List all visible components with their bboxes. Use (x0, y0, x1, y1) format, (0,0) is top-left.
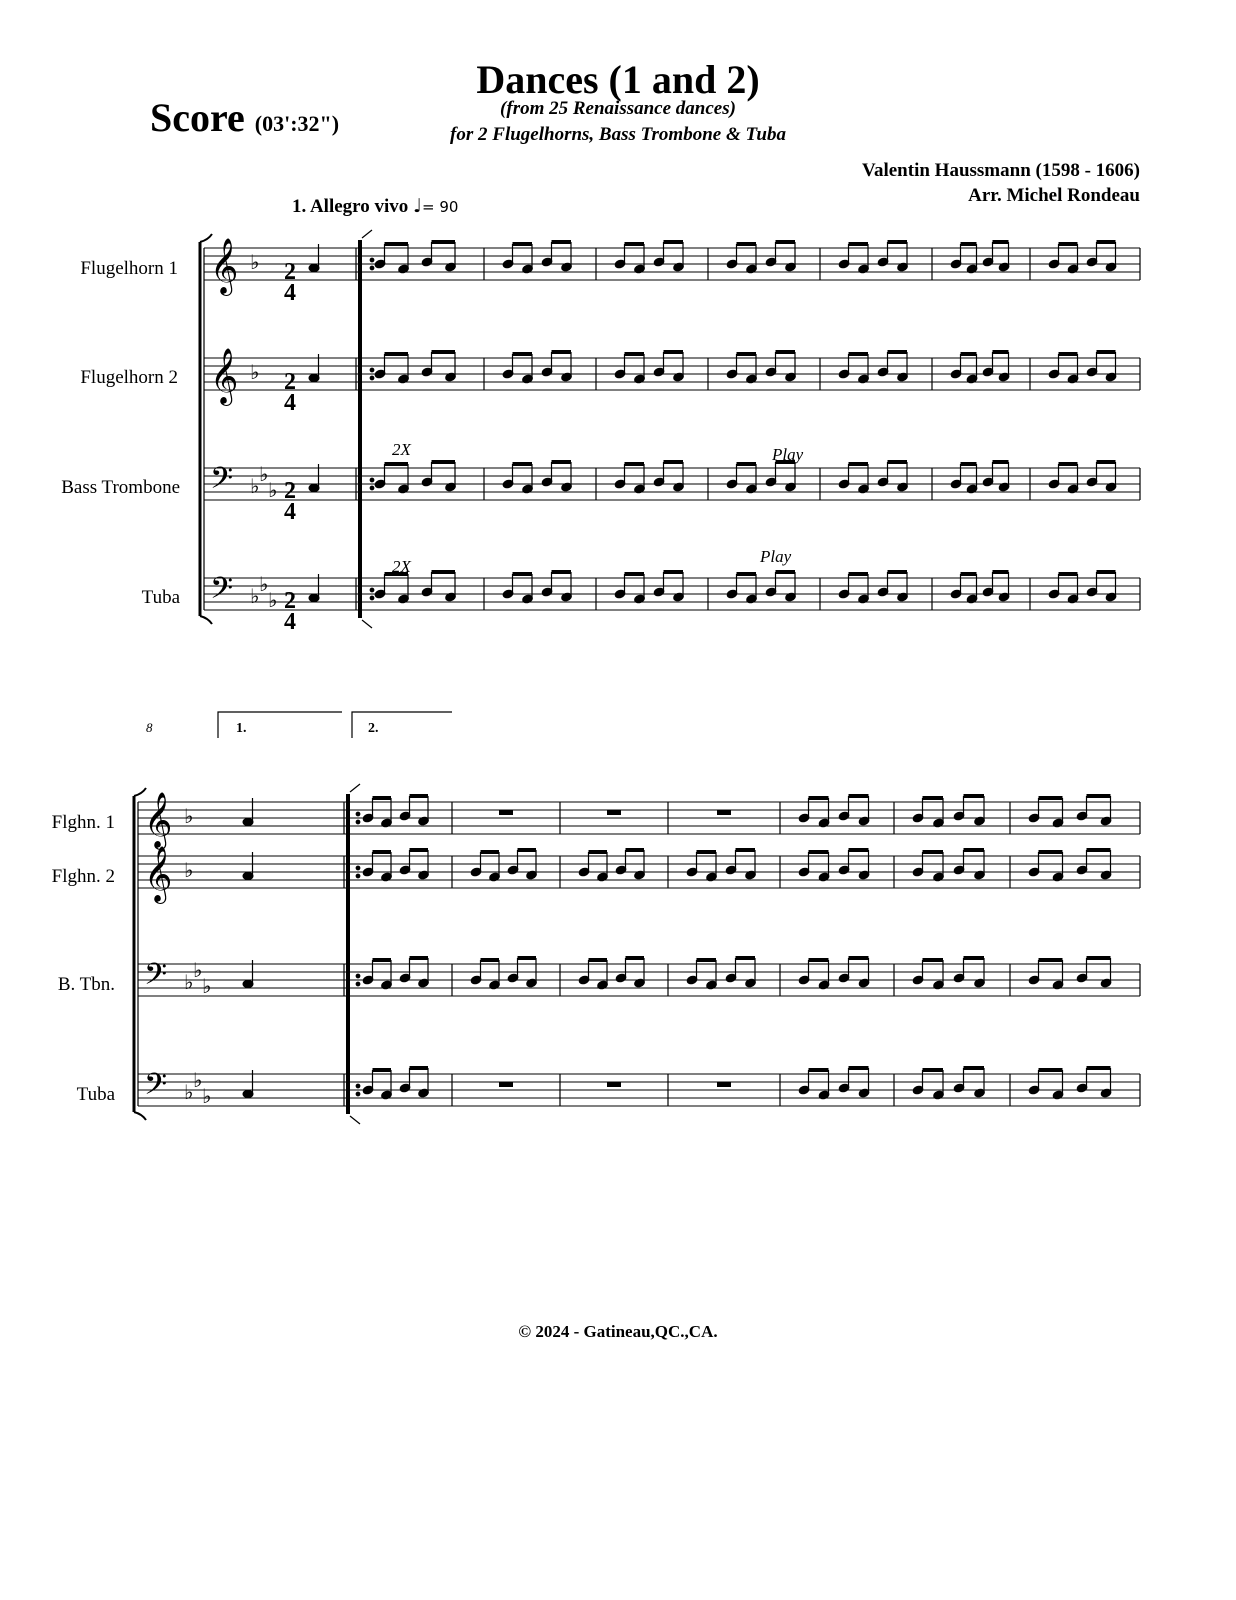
note-beam (552, 460, 572, 464)
note-beam (664, 350, 684, 354)
treble-clef-icon: 𝄞 (144, 846, 173, 902)
time-sig-den-3: 4 (284, 499, 296, 525)
note-beam (432, 350, 456, 354)
note-beam (518, 956, 537, 960)
duration: (03':32") (254, 111, 340, 136)
repeat-dot (370, 266, 374, 270)
time-sig-den-2: 4 (284, 390, 296, 416)
note-beam (923, 850, 944, 854)
note-beam (697, 958, 717, 962)
note-beam (385, 462, 409, 466)
flat-icon: ♭ (184, 1080, 194, 1104)
note-beam (961, 242, 977, 246)
note-beam (1059, 352, 1078, 356)
note-head (309, 374, 319, 381)
note-beam (961, 352, 977, 356)
note-beam (664, 570, 684, 574)
note-beam (993, 460, 1009, 464)
bass-clef-icon: 𝄢 (144, 958, 168, 999)
note-beam (849, 848, 869, 852)
note-head (243, 980, 253, 987)
note-beam (809, 958, 829, 962)
whole-rest (717, 810, 731, 815)
measure-number: 8 (146, 720, 153, 735)
note-beam (664, 460, 684, 464)
score-subtitle-source: (from 25 Renaissance dances) (500, 98, 736, 119)
note-beam (849, 572, 869, 576)
note-beam (373, 850, 392, 854)
note-beam (736, 956, 756, 960)
bracket-hook (200, 616, 212, 624)
flat-icon: ♭ (193, 1068, 203, 1092)
note-beam (626, 956, 645, 960)
note-beam (481, 850, 500, 854)
note-beam (961, 572, 977, 576)
note-beam (776, 570, 796, 574)
note-beam (1059, 462, 1078, 466)
bass-clef-icon: 𝄢 (144, 1068, 168, 1109)
note-beam (1087, 956, 1111, 960)
note-beam (552, 350, 572, 354)
note-beam (737, 572, 757, 576)
note-beam (373, 958, 392, 962)
repeat-dot (356, 974, 360, 978)
repeat-dot (356, 982, 360, 986)
repeat-dot (370, 588, 374, 592)
time-sig-num-1: 2 (284, 259, 296, 285)
note-beam (1039, 796, 1063, 800)
tuba-repeat-direction: 2X (392, 557, 411, 576)
repeat-dot (356, 866, 360, 870)
note-head (243, 818, 253, 825)
note-beam (513, 572, 533, 576)
note-beam (923, 958, 944, 962)
note-beam (552, 570, 572, 574)
time-sig-den-4: 4 (284, 609, 296, 635)
note-beam (373, 1068, 392, 1072)
flat-icon: ♭ (184, 858, 194, 882)
note-beam (849, 1066, 869, 1070)
repeat-dot (370, 368, 374, 372)
note-beam (737, 352, 757, 356)
note-beam (736, 848, 756, 852)
treble-clef-icon: 𝄞 (210, 348, 239, 404)
instrument-label-tuba: Tuba (141, 587, 180, 608)
note-beam (1087, 1066, 1111, 1070)
instrument-label-flghn-2: Flghn. 2 (51, 866, 115, 887)
note-head (309, 264, 319, 271)
flat-icon: ♭ (250, 584, 260, 608)
note-beam (589, 958, 608, 962)
repeat-barline (346, 794, 350, 1114)
note-head (243, 872, 253, 879)
note-beam (1087, 848, 1111, 852)
repeat-dot (356, 812, 360, 816)
treble-clef-icon: 𝄞 (210, 238, 239, 294)
flat-icon: ♭ (268, 588, 278, 612)
flat-icon: ♭ (259, 462, 269, 486)
note-beam (964, 848, 985, 852)
note-beam (1039, 1068, 1063, 1072)
instrument-label-flghn-1: Flghn. 1 (51, 812, 115, 833)
repeat-dot (370, 596, 374, 600)
note-beam (589, 850, 608, 854)
note-beam (849, 794, 869, 798)
flat-icon: ♭ (202, 974, 212, 998)
note-beam (664, 240, 684, 244)
note-beam (888, 350, 908, 354)
note-beam (964, 794, 985, 798)
tempo-label: 1. Allegro vivo (292, 196, 409, 217)
arranger: Arr. Michel Rondeau (968, 185, 1140, 206)
flat-icon: ♭ (250, 474, 260, 498)
note-beam (697, 850, 717, 854)
time-sig-num-3: 2 (284, 478, 296, 504)
treble-clef-icon: 𝄞 (144, 792, 173, 848)
note-beam (923, 1068, 944, 1072)
tbn-play-direction: Play (772, 445, 804, 464)
tbn-repeat-direction: 2X (392, 440, 411, 459)
note-beam (432, 460, 456, 464)
note-beam (809, 1068, 829, 1072)
barlines (138, 230, 1140, 1124)
note-beam (1059, 242, 1078, 246)
note-beam (737, 462, 757, 466)
note-beam (737, 242, 757, 246)
note-beam (625, 462, 645, 466)
note-beam (1097, 240, 1116, 244)
flat-icon: ♭ (184, 804, 194, 828)
note-beam (625, 242, 645, 246)
flat-icon: ♭ (250, 360, 260, 384)
note-beam (410, 956, 429, 960)
score-title: Dances (1 and 2) (476, 57, 760, 102)
clefs (144, 238, 277, 1109)
note-beam (849, 352, 869, 356)
note-beam (849, 242, 869, 246)
repeat-wing (350, 784, 360, 792)
whole-rest (717, 1082, 731, 1087)
note-beam (993, 570, 1009, 574)
note-beam (513, 242, 533, 246)
note-beam (385, 242, 409, 246)
flat-icon: ♭ (202, 1084, 212, 1108)
note-beam (410, 1066, 429, 1070)
repeat-dot (370, 478, 374, 482)
note-beam (776, 240, 796, 244)
note-beam (849, 462, 869, 466)
second-ending-bracket (352, 712, 452, 738)
system-brackets (134, 234, 452, 1120)
repeat-dot (356, 874, 360, 878)
note-beam (888, 570, 908, 574)
repeat-wing (362, 620, 372, 628)
repeat-dot (356, 1084, 360, 1088)
note-beam (432, 240, 456, 244)
note-head (309, 594, 319, 601)
instrument-label-bass-trombone: Bass Trombone (61, 477, 180, 498)
note-beam (849, 956, 869, 960)
score-label-text: Score (150, 95, 245, 140)
note-beam (888, 460, 908, 464)
tempo-value: = 90 (422, 198, 459, 216)
note-beam (1059, 572, 1078, 576)
repeat-dot (370, 376, 374, 380)
note-beam (1039, 958, 1063, 962)
note-beam (993, 350, 1009, 354)
instrument-label-flugelhorn-2: Flugelhorn 2 (80, 367, 178, 388)
note-beam (513, 352, 533, 356)
score-marks (146, 259, 804, 736)
repeat-dot (356, 1092, 360, 1096)
note-beam (1039, 850, 1063, 854)
note-beam (809, 796, 829, 800)
bracket-hook (134, 1112, 146, 1120)
note-beam (1097, 570, 1116, 574)
instrument-label-flugelhorn-1: Flugelhorn 1 (80, 258, 178, 279)
note-beam (432, 570, 456, 574)
composer: Valentin Haussmann (1598 - 1606) (861, 160, 1140, 181)
note-beam (1097, 460, 1116, 464)
instrument-label-tuba-2: Tuba (76, 1084, 115, 1105)
note-beam (809, 850, 829, 854)
note-beam (964, 1066, 985, 1070)
note-beam (552, 240, 572, 244)
note-beam (625, 352, 645, 356)
note-beam (888, 240, 908, 244)
whole-rest (607, 810, 621, 815)
note-head (243, 1090, 253, 1097)
note-beam (776, 350, 796, 354)
first-ending-label: 1. (236, 721, 247, 736)
note-beam (625, 572, 645, 576)
flat-icon: ♭ (193, 958, 203, 982)
note-beam (964, 956, 985, 960)
note-beam (518, 848, 537, 852)
flat-icon: ♭ (268, 478, 278, 502)
note-beam (1097, 350, 1116, 354)
note-beam (410, 794, 429, 798)
note-beam (481, 958, 500, 962)
tuba-play-direction: Play (760, 547, 792, 566)
repeat-wing (350, 1116, 360, 1124)
time-sig-den-1: 4 (284, 280, 296, 306)
score-subtitle-instrumentation: for 2 Flugelhorns, Bass Trombone & Tuba (450, 124, 786, 145)
bass-clef-icon: 𝄢 (210, 462, 234, 503)
repeat-dot (356, 820, 360, 824)
time-sig-num-2: 2 (284, 369, 296, 395)
note-beam (626, 848, 645, 852)
whole-rest (499, 810, 513, 815)
flat-icon: ♭ (250, 250, 260, 274)
note-beam (993, 240, 1009, 244)
note-beam (961, 462, 977, 466)
note-head (309, 484, 319, 491)
repeat-dot (370, 486, 374, 490)
bass-clef-icon: 𝄢 (210, 572, 234, 613)
flat-icon: ♭ (259, 572, 269, 596)
whole-rest (607, 1082, 621, 1087)
instrument-label-b-tbn: B. Tbn. (57, 974, 115, 995)
time-sig-num-4: 2 (284, 588, 296, 614)
note-beam (923, 796, 944, 800)
copyright: © 2024 - Gatineau,QC.,CA. (518, 1322, 718, 1341)
repeat-dot (370, 258, 374, 262)
flat-icon: ♭ (184, 970, 194, 994)
note-beam (385, 352, 409, 356)
note-beam (373, 796, 392, 800)
note-beam (1087, 794, 1111, 798)
whole-rest (499, 1082, 513, 1087)
second-ending-label: 2. (368, 721, 379, 736)
repeat-wing (362, 230, 372, 238)
note-beam (410, 848, 429, 852)
quarter-note-icon: ♩ (413, 195, 423, 217)
repeat-barline (358, 240, 362, 618)
note-beam (513, 462, 533, 466)
